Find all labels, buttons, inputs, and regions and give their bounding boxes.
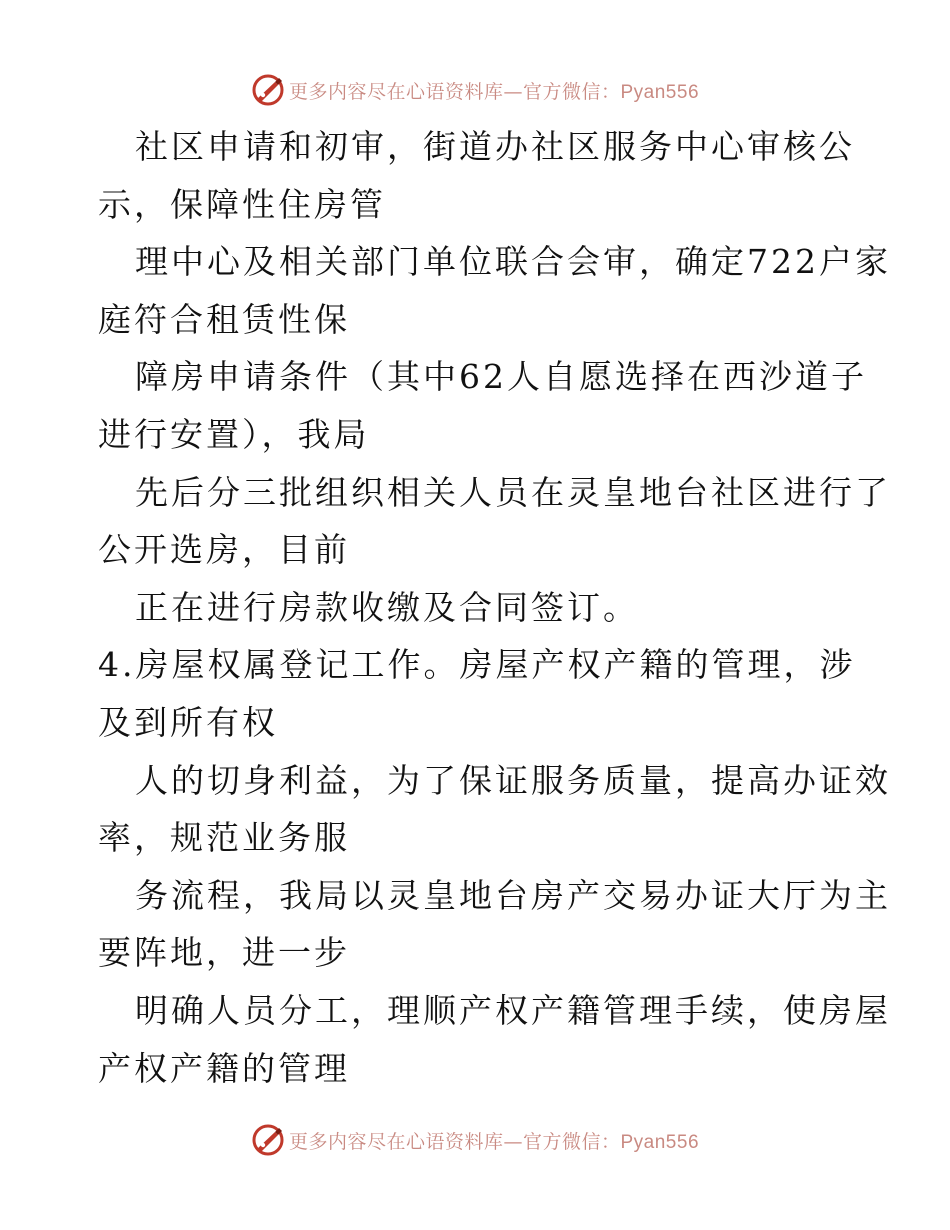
paragraph-line: 率，规范业务服 (98, 818, 350, 858)
paragraph-line: 务流程，我局以灵皇地台房产交易办证大厅为主 (135, 875, 891, 915)
paragraph-line: 进行安置），我局 (98, 414, 370, 454)
paragraph-line: 示，保障性住房管 (98, 184, 386, 224)
paragraph-line: 产权产籍的管理 (98, 1048, 350, 1088)
watermark-text (289, 77, 699, 104)
paragraph-line: 庭符合租赁性保 (98, 299, 350, 339)
paragraph-line: 人的切身利益，为了保证服务质量，提高办证效 (135, 760, 891, 800)
watermark-wechat-id: Pyan556 (620, 1131, 700, 1153)
paragraph-line: 正在进行房款收缴及合同签订。 (135, 587, 639, 627)
pen-logo-icon (251, 73, 285, 107)
paragraph-line: 障房申请条件（其中62人自愿选择在西沙道子 (135, 357, 867, 397)
watermark-label: 更多内容尽在心语资料库—官方微信： (288, 1130, 621, 1153)
paragraph-line: 要阵地，进一步 (98, 933, 350, 973)
paragraph-line: 先后分三批组织相关人员在灵皇地台社区进行了 (135, 472, 891, 512)
paragraph-line: 公开选房，目前 (98, 530, 350, 570)
paragraph-line: 社区申请和初审，街道办社区服务中心审核公 (135, 127, 855, 166)
header-watermark (0, 72, 950, 108)
footer-watermark (0, 1122, 950, 1158)
watermark-label: 更多内容尽在心语资料库—官方微信： (288, 80, 621, 103)
watermark-text (289, 1127, 699, 1154)
pen-logo-icon (251, 1123, 285, 1157)
paragraph-line: 理中心及相关部门单位联合会审，确定722户家 (135, 242, 891, 282)
paragraph-line: 明确人员分工，理顺产权产籍管理手续，使房屋 (135, 990, 891, 1030)
paragraph-line: 及到所有权 (98, 702, 278, 742)
watermark-wechat-id: Pyan556 (620, 81, 700, 103)
document-body (98, 118, 891, 1097)
paragraph-line: 4.房屋权属登记工作。房屋产权产籍的管理，涉 (98, 645, 856, 685)
